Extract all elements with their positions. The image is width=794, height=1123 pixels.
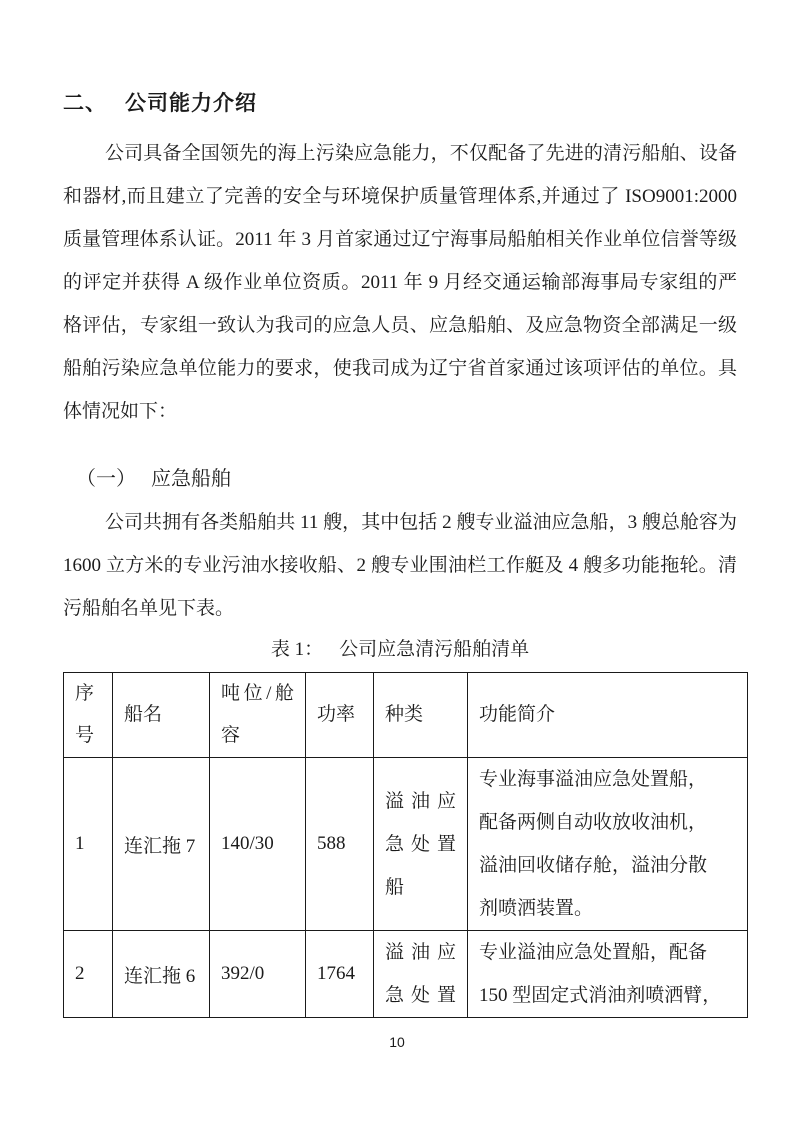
subsection-title: 应急船舶 bbox=[151, 468, 231, 490]
paragraph-line: 格评估，专家组一致认为我司的应急人员、应急船舶、及应急物资全部满足一级 bbox=[63, 315, 737, 336]
intro-paragraph bbox=[63, 132, 737, 433]
table-caption-label: 表 1： bbox=[270, 639, 324, 660]
cell-description-line: 剂喷洒装置。 bbox=[479, 898, 594, 919]
page-number: 10 bbox=[389, 1034, 405, 1050]
cell-type-line: 溢 油 应 bbox=[385, 942, 456, 963]
cell-power: 1764 bbox=[306, 931, 374, 1018]
cell-ship-name: 连汇拖 7 bbox=[113, 758, 210, 931]
paragraph-line: 和器材,而且建立了完善的安全与环境保护质量管理体系,并通过了 ISO9001:2000 bbox=[63, 186, 737, 207]
paragraph-line: 公司共拥有各类船舶共 11 艘，其中包括 2 艘专业溢油应急船，3 艘总舱容为 bbox=[105, 512, 737, 533]
header-cell-power: 功率 bbox=[306, 673, 374, 758]
cell-description-line: 溢油回收储存舱，溢油分散 bbox=[479, 855, 708, 876]
fleet-paragraph bbox=[63, 501, 737, 630]
ship-list-table bbox=[63, 672, 748, 1018]
cell-power: 588 bbox=[306, 758, 374, 931]
cell-type-line: 急 处 置 bbox=[385, 833, 456, 855]
table-row bbox=[64, 931, 748, 1018]
cell-description-line: 专业溢油应急处置船，配备 bbox=[479, 942, 708, 963]
cell-type-line: 溢 油 应 bbox=[385, 790, 456, 812]
cell-index: 1 bbox=[64, 758, 113, 931]
cell-ship-name: 连汇拖 6 bbox=[113, 931, 210, 1018]
header-cell-ship-name: 船名 bbox=[113, 673, 210, 758]
table-row bbox=[64, 758, 748, 931]
cell-description-line: 150 型固定式消油剂喷洒臂， bbox=[479, 985, 722, 1006]
cell-type bbox=[374, 931, 468, 1018]
section-heading-main bbox=[63, 88, 737, 118]
cell-description-line: 配备两侧自动收放收油机， bbox=[479, 812, 708, 833]
cell-description bbox=[468, 758, 748, 931]
page-content bbox=[63, 88, 737, 1018]
cell-type-line: 船 bbox=[385, 876, 405, 898]
cell-description bbox=[468, 931, 748, 1018]
header-cell-tonnage: 吨位/舱容 bbox=[210, 673, 306, 758]
paragraph-line: 的评定并获得 A 级作业单位资质。2011 年 9 月经交通运输部海事局专家组的严 bbox=[63, 272, 737, 293]
subsection-numbering: （一） bbox=[76, 468, 136, 490]
cell-type-line: 急 处 置 bbox=[385, 985, 456, 1006]
cell-type bbox=[374, 758, 468, 931]
paragraph-line: 1600 立方米的专业污油水接收船、2 艘专业围油栏工作艇及 4 艘多功能拖轮。清 bbox=[63, 555, 737, 576]
cell-tonnage: 392/0 bbox=[210, 931, 306, 1018]
paragraph-line: 公司具备全国领先的海上污染应急能力，不仅配备了先进的清污船舶、设备 bbox=[105, 143, 737, 164]
table-header-row bbox=[64, 673, 748, 758]
header-cell-type: 种类 bbox=[374, 673, 468, 758]
paragraph-line: 体情况如下： bbox=[63, 401, 178, 422]
cell-index: 2 bbox=[64, 931, 113, 1018]
subsection-heading bbox=[63, 458, 737, 501]
header-cell-index: 序号 bbox=[64, 673, 113, 758]
table-caption bbox=[63, 630, 737, 670]
header-cell-description: 功能简介 bbox=[468, 673, 748, 758]
heading-title: 公司能力介绍 bbox=[125, 91, 257, 115]
paragraph-line: 质量管理体系认证。2011 年 3 月首家通过辽宁海事局船舶相关作业单位信誉等级 bbox=[63, 229, 737, 250]
paragraph-line: 船舶污染应急单位能力的要求，使我司成为辽宁省首家通过该项评估的单位。具 bbox=[63, 358, 737, 379]
paragraph-line: 污船舶名单见下表。 bbox=[63, 598, 235, 619]
cell-tonnage: 140/30 bbox=[210, 758, 306, 931]
cell-description-line: 专业海事溢油应急处置船， bbox=[479, 769, 708, 790]
heading-numbering: 二、 bbox=[63, 91, 107, 115]
table-caption-title: 公司应急清污船舶清单 bbox=[339, 639, 530, 660]
